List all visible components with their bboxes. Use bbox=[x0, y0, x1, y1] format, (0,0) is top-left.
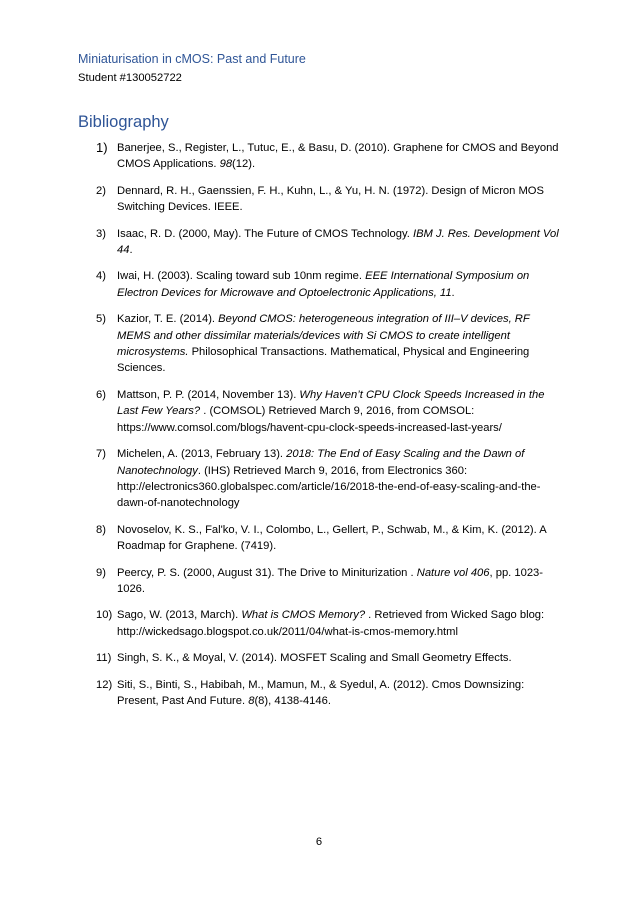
reference-text-segment: . bbox=[451, 286, 455, 299]
bibliography-list bbox=[78, 140, 562, 719]
document-header-title: Miniaturisation in cMOS: Past and Future bbox=[78, 52, 306, 66]
reference-number: 3) bbox=[96, 227, 106, 240]
reference-text-segment: Mattson, P. P. (2014, November 13). bbox=[117, 388, 300, 401]
reference-item bbox=[78, 607, 562, 640]
reference-text bbox=[117, 446, 562, 512]
reference-item bbox=[78, 650, 562, 666]
reference-text bbox=[117, 565, 562, 598]
reference-text-segment: Siti, S., Binti, S., Habibah, M., Mamun, M., & Syedul, A. (2012). Cmos Downsizing: Present, Past And Future. bbox=[117, 678, 525, 707]
reference-item bbox=[78, 226, 562, 259]
reference-italic-text: Why Haven’t CPU Clock Speeds Increased in the Last Few Years? bbox=[117, 388, 545, 418]
reference-text-segment: . (COMSOL) Retrieved March 9, 2016, from COMSOL: https://www.comsol.com/blogs/havent-cpu-clock-speeds-increased-last-years/ bbox=[117, 405, 502, 434]
reference-number: 10) bbox=[96, 609, 113, 622]
reference-italic-text: Nature vol 406 bbox=[416, 566, 490, 579]
reference-number: 12) bbox=[96, 678, 113, 691]
reference-text-segment: Isaac, R. D. (2000, May). The Future of CMOS Technology. bbox=[117, 227, 413, 240]
reference-text-segment: Peercy, P. S. (2000, August 31). The Drive to Miniturization . bbox=[117, 566, 417, 579]
reference-text-segment: Iwai, H. (2003). Scaling toward sub 10nm regime. bbox=[117, 270, 366, 283]
reference-number: 4) bbox=[96, 270, 106, 283]
reference-number: 7) bbox=[96, 448, 106, 461]
reference-text-segment: (8), 4138-4146. bbox=[254, 694, 331, 707]
bibliography-heading: Bibliography bbox=[78, 113, 169, 131]
reference-italic-text: IBM J. Res. Development Vol 44 bbox=[117, 227, 559, 257]
reference-item bbox=[78, 387, 562, 436]
reference-text bbox=[117, 650, 562, 666]
reference-italic-text: 2018: The End of Easy Scaling and the Dawn of Nanotechnology bbox=[117, 448, 525, 477]
reference-text-segment: . bbox=[129, 244, 133, 257]
reference-text-segment: Philosophical Transactions. Mathematical, Physical and Engineering Sciences. bbox=[117, 346, 530, 375]
reference-text bbox=[117, 226, 562, 259]
reference-item bbox=[78, 522, 562, 555]
reference-item bbox=[78, 140, 562, 173]
student-number: Student #130052722 bbox=[78, 72, 182, 84]
reference-item bbox=[78, 677, 562, 710]
reference-number: 11) bbox=[96, 652, 112, 665]
reference-italic-text: 98 bbox=[219, 158, 233, 171]
reference-text-segment: Dennard, R. H., Gaenssien, F. H., Kuhn, L., & Yu, H. N. (1972). Design of Micron MOS Switching Devices. IEEE. bbox=[117, 184, 544, 214]
reference-text-segment: (12). bbox=[232, 158, 256, 171]
reference-text-segment: . (IHS) Retrieved March 9, 2016, from Electronics 360: http://electronics360.globalspec.com/article/16/2018-the-end-of-easy-scaling-and-the-dawn-of-nanotechnology bbox=[117, 464, 541, 510]
reference-number: 6) bbox=[96, 388, 106, 401]
reference-text bbox=[117, 183, 562, 216]
reference-text bbox=[117, 311, 562, 377]
reference-item bbox=[78, 446, 562, 512]
page-number: 6 bbox=[315, 836, 323, 848]
reference-number: 9) bbox=[96, 566, 106, 579]
reference-item bbox=[78, 268, 562, 301]
reference-text-segment: Michelen, A. (2013, February 13). bbox=[117, 448, 287, 461]
reference-item bbox=[78, 183, 562, 216]
reference-item bbox=[78, 311, 562, 377]
reference-text-segment: , pp. 1023-1026. bbox=[117, 566, 543, 595]
reference-text bbox=[117, 387, 562, 436]
reference-text bbox=[117, 607, 562, 640]
reference-italic-text: EEE International Symposium on Electron Devices for Microwave and Optoelectronic Applications, 11 bbox=[117, 270, 530, 299]
reference-text-segment: Kazior, T. E. (2014). bbox=[117, 313, 219, 326]
reference-text-segment: Sago, W. (2013, March). bbox=[117, 609, 242, 622]
reference-text-segment: Banerjee, S., Register, L., Tutuc, E., & Basu, D. (2010). Graphene for CMOS and Beyond CMOS Applications. bbox=[117, 142, 559, 171]
reference-text bbox=[117, 268, 562, 301]
reference-italic-text: Beyond CMOS: heterogeneous integration of III–V devices, RF MEMS and other dissimilar materials/devices with Si CMOS to create intelligent microsystems. bbox=[117, 313, 530, 359]
reference-text-segment: Singh, S. K., & Moyal, V. (2014). MOSFET Scaling and Small Geometry Effects. bbox=[117, 652, 512, 665]
reference-text bbox=[117, 677, 562, 710]
reference-italic-text: What is CMOS Memory? bbox=[241, 609, 366, 622]
reference-text bbox=[117, 522, 562, 555]
reference-italic-text: 8 bbox=[248, 694, 255, 707]
reference-item bbox=[78, 565, 562, 598]
reference-number: 5) bbox=[96, 313, 106, 326]
reference-number: 8) bbox=[96, 523, 106, 536]
reference-text bbox=[117, 140, 562, 173]
reference-text-segment: . Retrieved from Wicked Sago blog: http://wickedsago.blogspot.co.uk/2011/04/what-is-cmos-memory.html bbox=[117, 609, 545, 638]
reference-number: 2) bbox=[96, 184, 106, 197]
reference-text-segment: Novoselov, K. S., Fal'ko, V. I., Colombo, L., Gellert, P., Schwab, M., & Kim, K. (2012). A Roadmap for Graphene. (7419). bbox=[117, 523, 547, 553]
reference-number: 1) bbox=[96, 140, 108, 155]
